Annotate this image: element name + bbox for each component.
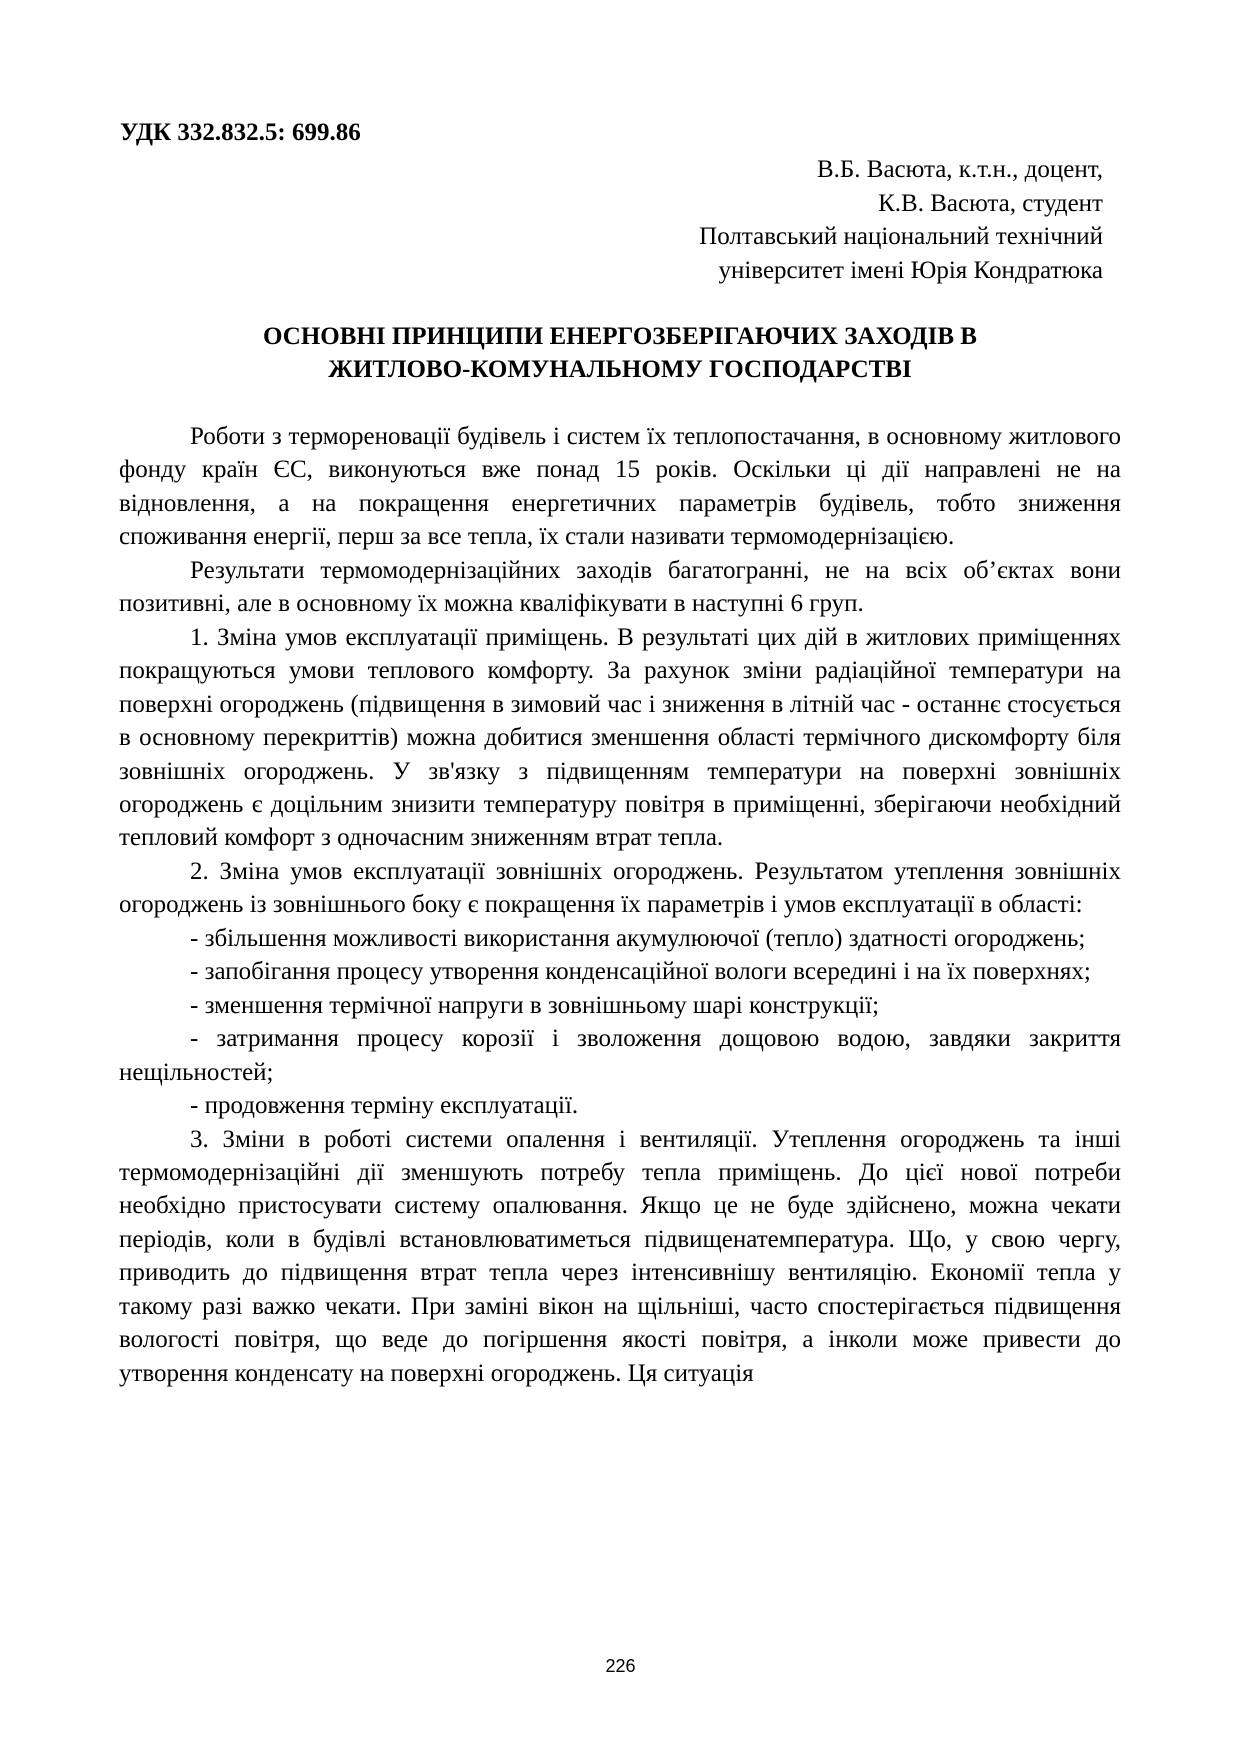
- udc-code: УДК 332.832.5: 699.86: [120, 119, 361, 146]
- list-item: - запобігання процесу утворення конденсаційної вологи всередині і на їх поверхнях;: [190, 958, 1091, 986]
- affiliation-line-2: університет імені Юрія Кондратюка: [718, 256, 1103, 284]
- list-item: - продовження терміну експлуатації.: [190, 1092, 579, 1120]
- paragraph-intro: Роботи з термореновації будівель і систем їх теплопостачання, в основному житлового фонду країн ЄС, виконуються вже понад 15 років. Оскільки ці дії направлені не на відновлення, а на покращення енергетичних параметрів будівель, тобто зниження споживання енергії, перш за все тепла, їх стали називати термомодернізацією.: [119, 423, 1121, 551]
- title-line-1: ОСНОВНІ ПРИНЦИПИ ЕНЕРГОЗБЕРІГАЮЧИХ ЗАХОДІВ В: [263, 323, 977, 350]
- body-text: [119, 420, 1121, 1390]
- author-1: В.Б. Васюта, к.т.н., доцент,: [816, 156, 1103, 183]
- list-item: - затримання процесу корозії і зволоження дощовою водою, завдяки закриття нещільностей;: [119, 1025, 1121, 1086]
- paragraph-group-2: 2. Зміна умов експлуатації зовнішніх огороджень. Результатом утеплення зовнішніх огороджень із зовнішнього боку є покращення їх параметрів і умов експлуатації в області:: [119, 857, 1121, 919]
- page-number: 226: [605, 1656, 636, 1676]
- paragraph-results: Результати термомодернізаційних заходів багатогранні, не на всіх об’єктах вони позитивні, але в основному їх можна кваліфікувати в наступні 6 груп.: [119, 556, 1121, 618]
- author-2: К.В. Васюта, студент: [878, 189, 1103, 217]
- affiliation-line-1: Полтавський національний технічний: [699, 223, 1103, 250]
- author-block: [699, 153, 1103, 287]
- paragraph-group-1: 1. Зміна умов експлуатації приміщень. В результаті цих дій в житлових приміщеннях покращуються умови теплового комфорту. За рахунок зміни радіаційної температури на поверхні огороджень (підвищення в зимовий час і зниження в літній час - останнє стосується в основному перекриттів) можна добитися зменшення області термічного дискомфорту біля зовнішніх огороджень. У зв'язку з підвищенням температури на поверхні зовнішніх огороджень є доцільним знизити температуру повітря в приміщенні, зберігаючи необхідний тепловий комфорт з одночасним зниженням втрат тепла.: [119, 623, 1121, 852]
- list-item: - зменшення термічної напруги в зовнішньому шарі конструкції;: [190, 991, 880, 1019]
- paragraph-group-3: 3. Зміни в роботі системи опалення і вентиляції. Утеплення огороджень та інші термомодернізаційні дії зменшують потребу тепла приміщень. До цієї нової потреби необхідно пристосувати систему опалювання. Якщо це не буде здійснено, можна чекати періодів, коли в будівлі встановлюватиметься підвищенатемпература. Що, у свою чергу, приводить до підвищення втрат тепла через інтенсивнішу вентиляцію. Економії тепла у такому разі важко чекати. При заміні вікон на щільніші, часто спостерігається підвищення вологості повітря, що веде до погіршення якості повітря, а інколи може привести до утворення конденсату на поверхні огороджень. Ця ситуація: [119, 1125, 1121, 1387]
- list-item: - збільшення можливості використання акумулюючої (тепло) здатності огороджень;: [190, 924, 1086, 952]
- title-line-2: ЖИТЛОВО-КОМУНАЛЬНОМУ ГОСПОДАРСТВІ: [328, 356, 912, 383]
- paper-title: [119, 320, 1121, 386]
